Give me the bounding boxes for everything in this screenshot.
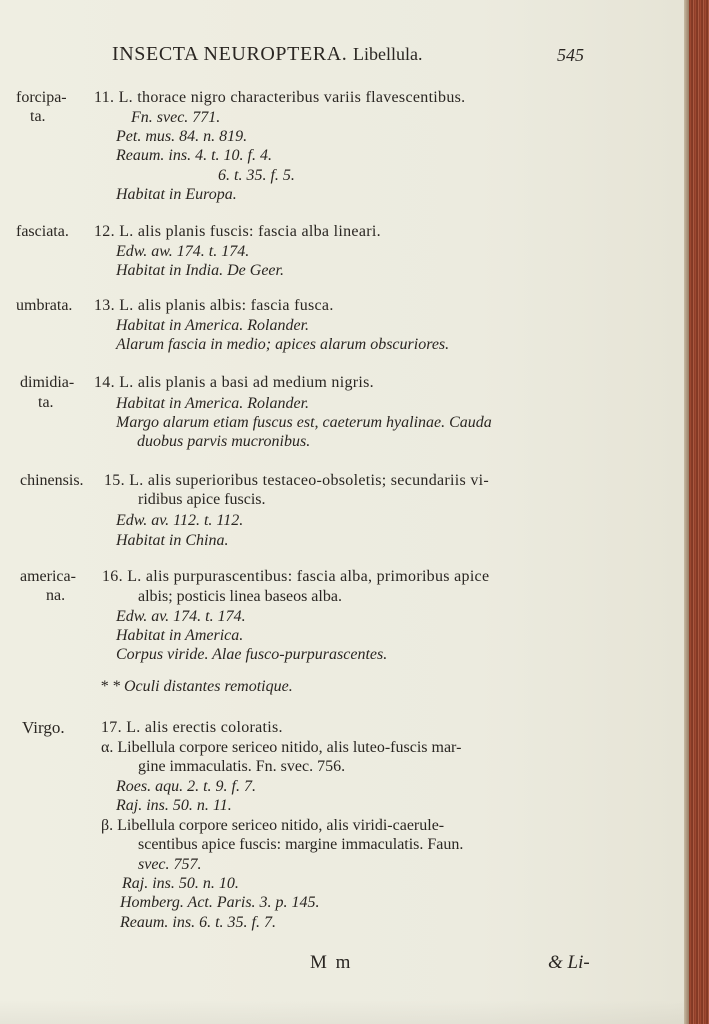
entry-line: 15. L. alis superioribus testaceo-obsoletis; secundariis vi- bbox=[104, 472, 490, 489]
entry-line: 11. L. thorace nigro characteribus variis flavescentibus. bbox=[94, 89, 466, 106]
signature-mark: M m bbox=[310, 952, 353, 973]
species-name-cont: ta. bbox=[30, 108, 46, 125]
habitat-line: Habitat in Europa. bbox=[116, 186, 237, 203]
habitat-line: Habitat in India. De Geer. bbox=[116, 262, 284, 279]
reference-line: Raj. ins. 50. n. 11. bbox=[116, 797, 232, 814]
header-title: INSECTA NEUROPTERA. bbox=[112, 43, 348, 65]
reference-line: Roes. aqu. 2. t. 9. f. 7. bbox=[116, 778, 256, 795]
species-name: dimidia- bbox=[20, 374, 75, 391]
species-name: Virgo. bbox=[22, 718, 65, 737]
species-name: umbrata. bbox=[16, 297, 73, 314]
species-name-cont: ta. bbox=[38, 394, 54, 411]
reference-line: 6. t. 35. f. 5. bbox=[218, 167, 295, 184]
variety-line-cont: scentibus apice fuscis: margine immaculatis. Faun. bbox=[138, 836, 464, 853]
habitat-line: Habitat in America. Rolander. bbox=[116, 395, 310, 412]
variety-line: β. Libellula corpore sericeo nitido, alis viridi-caerule- bbox=[101, 817, 445, 834]
entry-line: 17. L. alis erectis coloratis. bbox=[101, 719, 283, 736]
variety-line-cont: gine immaculatis. Fn. svec. 756. bbox=[138, 758, 346, 775]
species-name: chinensis. bbox=[20, 472, 84, 489]
reference-line: Edw. av. 112. t. 112. bbox=[116, 512, 244, 529]
entry-line-cont: ridibus apice fuscis. bbox=[138, 491, 266, 508]
entry-line: 12. L. alis planis fuscis: fascia alba lineari. bbox=[94, 223, 381, 240]
reference-line: Edw. av. 174. t. 174. bbox=[116, 608, 246, 625]
section-heading: * * Oculi distantes remotique. bbox=[100, 678, 293, 695]
species-name: america- bbox=[20, 568, 76, 585]
note-line-cont: duobus parvis mucronibus. bbox=[137, 433, 311, 450]
entry-line-cont: albis; posticis linea baseos alba. bbox=[138, 588, 342, 605]
note-line: Corpus viride. Alae fusco-purpurascentes. bbox=[116, 646, 388, 663]
note-line: Alarum fascia in medio; apices alarum obscuriores. bbox=[116, 336, 450, 353]
header-subtitle: Libellula. bbox=[352, 44, 423, 64]
reference-line: Reaum. ins. 6. t. 35. f. 7. bbox=[120, 914, 276, 931]
running-header bbox=[112, 43, 422, 66]
reference-line: Pet. mus. 84. n. 819. bbox=[116, 128, 248, 145]
note-line: Margo alarum etiam fuscus est, caeterum hyalinae. Cauda bbox=[116, 414, 492, 431]
reference-line: Edw. aw. 174. t. 174. bbox=[116, 243, 250, 260]
page-number: 545 bbox=[557, 45, 584, 65]
habitat-line: Habitat in America. Rolander. bbox=[116, 317, 310, 334]
species-name: fasciata. bbox=[16, 223, 69, 240]
entry-line: 16. L. alis purpurascentibus: fascia alba, primoribus apice bbox=[102, 568, 490, 585]
book-edge bbox=[684, 0, 709, 1024]
species-name-cont: na. bbox=[46, 587, 66, 604]
entry-line: 14. L. alis planis a basi ad medium nigris. bbox=[94, 374, 374, 391]
reference-line: Raj. ins. 50. n. 10. bbox=[122, 875, 239, 892]
reference-line: Fn. svec. 771. bbox=[131, 109, 221, 126]
reference-line: Reaum. ins. 4. t. 10. f. 4. bbox=[116, 147, 272, 164]
habitat-line: Habitat in China. bbox=[116, 532, 229, 549]
catchword: & Li- bbox=[548, 952, 590, 973]
reference-line: Homberg. Act. Paris. 3. p. 145. bbox=[120, 894, 320, 911]
variety-line: α. Libellula corpore sericeo nitido, alis luteo-fuscis mar- bbox=[101, 739, 462, 756]
habitat-line: Habitat in America. bbox=[116, 627, 244, 644]
variety-line-cont: svec. 757. bbox=[138, 856, 202, 873]
entry-line: 13. L. alis planis albis: fascia fusca. bbox=[94, 297, 334, 314]
species-name: forcipa- bbox=[16, 89, 67, 106]
